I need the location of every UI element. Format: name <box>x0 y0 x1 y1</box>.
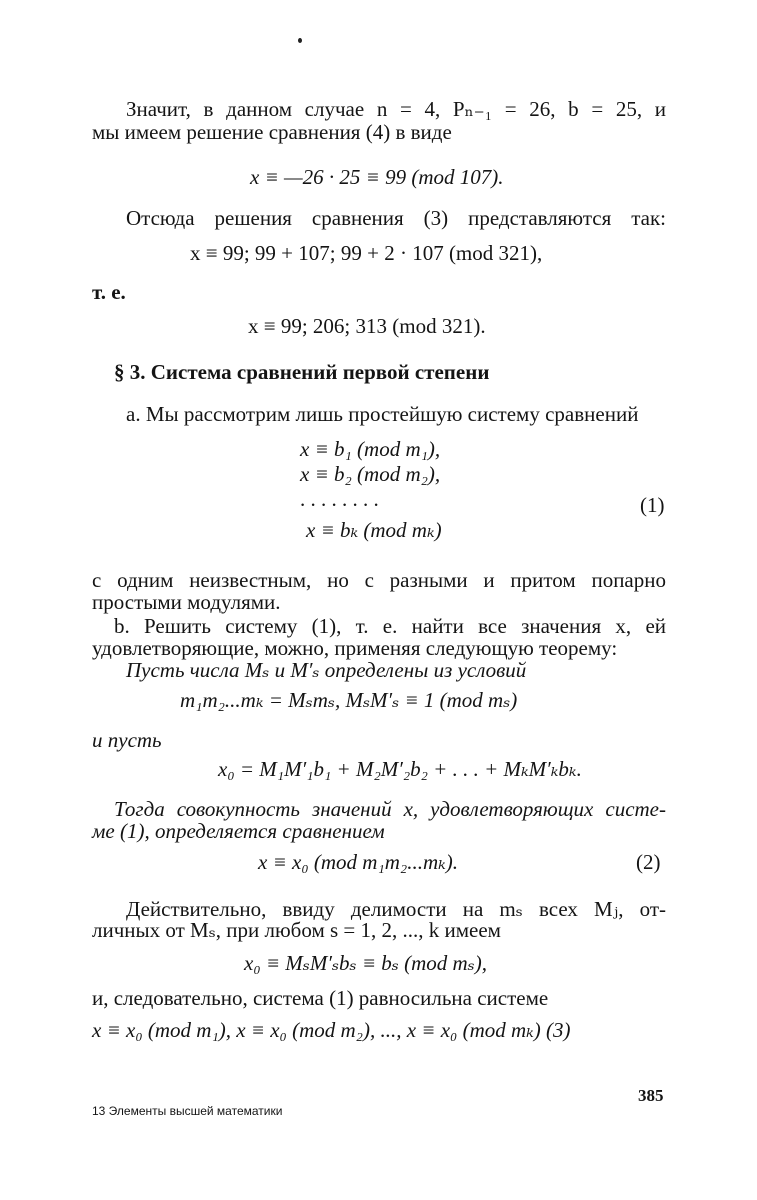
system-line-2: x ≡ b₂ (mod m₂), <box>300 462 441 486</box>
text-line-1: Значит, в данном случае n = 4, Pₙ₋₁ = 26, b = 25, и <box>126 97 666 121</box>
text-line-2: мы имеем решение сравнения (4) в виде <box>92 120 452 144</box>
text-line-5: a. Мы рассмотрим лишь простейшую систему сравнений <box>126 402 639 426</box>
formula-line-1: x ≡ —26 · 25 ≡ 99 (mod 107). <box>250 165 504 189</box>
text-line-12: и, следовательно, система (1) равносильна системе <box>92 986 549 1010</box>
system-line-1: x ≡ b₁ (mod m₁), <box>300 437 441 461</box>
theorem-line-4: ме (1), определяется сравнением <box>92 819 385 843</box>
formula-line-3: x ≡ 99; 206; 313 (mod 321). <box>248 314 486 338</box>
equation-number-2: (2) <box>636 850 661 874</box>
section-heading: § 3. Система сравнений первой степени <box>114 360 490 384</box>
theorem-formula-2: x₀ = M₁M′₁b₁ + M₂M′₂b₂ + . . . + MₖM′ₖbₖ. <box>218 757 582 781</box>
text-line-11: личных от Mₛ, при любом s = 1, 2, ..., k имеем <box>92 918 501 942</box>
theorem-line-3: Тогда совокупность значений x, удовлетворяющих систе- <box>114 797 666 821</box>
formula-line-2: x ≡ 99; 99 + 107; 99 + 2 · 107 (mod 321), <box>190 241 543 265</box>
text-line-10: Действительно, ввиду делимости на mₛ всех Mⱼ, от- <box>126 897 666 921</box>
print-speck <box>298 38 302 43</box>
page-footer: 13 Элементы высшей математики <box>92 1104 283 1118</box>
theorem-formula-1: m₁m₂...mₖ = Mₛmₛ, MₛM′ₛ ≡ 1 (mod mₛ) <box>180 688 518 712</box>
system-line-k: x ≡ bₖ (mod mₖ) <box>306 518 442 542</box>
text-line-9: удовлетворяющие, можно, применяя следующую теорему: <box>92 636 618 660</box>
proof-formula-1: x₀ ≡ MₛM′ₛbₛ ≡ bₛ (mod mₛ), <box>244 951 487 975</box>
proof-formula-2: x ≡ x₀ (mod m₁), x ≡ x₀ (mod m₂), ..., x ≡ x₀ (mod mₖ) (3) <box>92 1018 571 1042</box>
theorem-formula-3: x ≡ x₀ (mod m₁m₂...mₖ). <box>258 850 459 874</box>
equation-number-1: (1) <box>640 493 665 517</box>
text-line-7: простыми модулями. <box>92 590 281 614</box>
theorem-line-1: Пусть числа Mₛ и M′ₛ определены из условий <box>126 658 527 682</box>
page-number: 385 <box>638 1086 664 1105</box>
text-line-6: с одним неизвестным, но с разными и притом попарно <box>92 568 666 592</box>
theorem-line-2: и пусть <box>92 728 162 752</box>
text-line-3: Отсюда решения сравнения (3) представляются так: <box>126 206 666 230</box>
text-line-4: т. е. <box>92 280 126 304</box>
system-dots: . . . . . . . . <box>300 487 379 511</box>
text-line-8: b. Решить систему (1), т. е. найти все значения x, ей <box>114 614 666 638</box>
